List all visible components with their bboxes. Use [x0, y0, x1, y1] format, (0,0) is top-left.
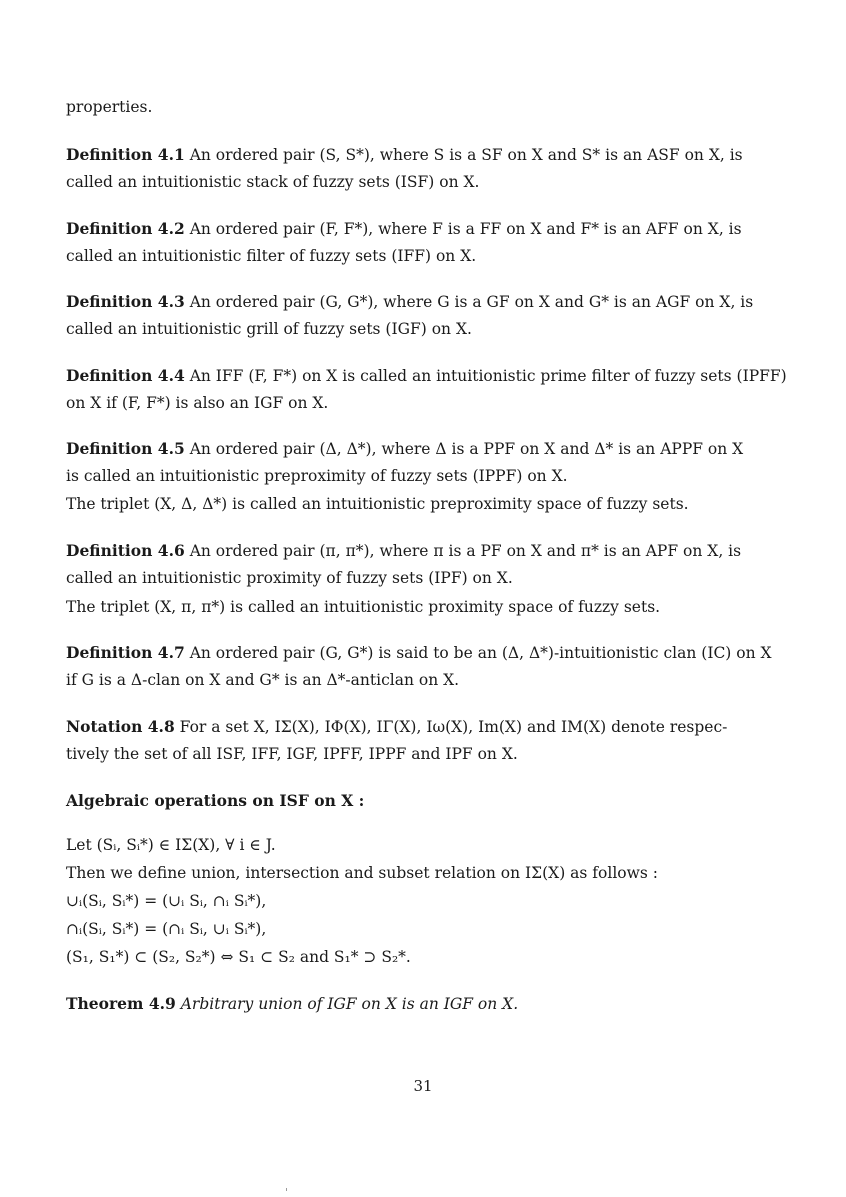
definition-label: Definition 4.6 — [66, 541, 185, 560]
definition-text: An ordered pair (G, G*) is said to be an (Δ, Δ*)-intuitionistic clan (IC) on X — [189, 644, 772, 662]
notation-label: Notation 4.8 — [66, 717, 175, 736]
definition-4-7-line-2: if G is a Δ-clan on X and G* is an Δ*-anticlan on X. — [66, 671, 460, 689]
scan-speck — [286, 1188, 287, 1191]
operation-line-1: Let (Sᵢ, Sᵢ*) ∈ IΣ(X), ∀ i ∈ J. — [66, 836, 276, 854]
page-number: 31 — [413, 1077, 433, 1095]
definition-label: Definition 4.1 — [66, 145, 185, 164]
definition-label: Definition 4.7 — [66, 643, 185, 662]
definition-4-3-line-2: called an intuitionistic grill of fuzzy sets (IGF) on X. — [66, 320, 472, 338]
definition-label: Definition 4.2 — [66, 219, 185, 238]
definition-4-1-line-1 — [66, 145, 743, 164]
definition-4-1-line-2: called an intuitionistic stack of fuzzy sets (ISF) on X. — [66, 173, 480, 191]
definition-4-4-line-1 — [66, 366, 787, 385]
definition-label: Definition 4.5 — [66, 439, 185, 458]
definition-4-7-line-1 — [66, 643, 772, 662]
definition-4-2-line-2: called an intuitionistic filter of fuzzy sets (IFF) on X. — [66, 247, 477, 265]
definition-text: An ordered pair (G, G*), where G is a GF on X and G* is an AGF on X, is — [189, 293, 754, 311]
notation-text: For a set X, IΣ(X), IΦ(X), IΓ(X), Iω(X), Im(X) and IM(X) denote respec- — [179, 718, 728, 736]
definition-label: Definition 4.4 — [66, 366, 185, 385]
definition-text: An ordered pair (π, π*), where π is a PF on X and π* is an APF on X, is — [189, 542, 742, 560]
definition-4-5-line-2: is called an intuitionistic preproximity of fuzzy sets (IPPF) on X. — [66, 467, 568, 485]
notation-4-8-line-1 — [66, 717, 727, 736]
intersection-formula: ∩ᵢ(Sᵢ, Sᵢ*) = (∩ᵢ Sᵢ, ∪ᵢ Sᵢ*), — [66, 920, 267, 938]
definition-4-6-line-1 — [66, 541, 741, 560]
union-formula: ∪ᵢ(Sᵢ, Sᵢ*) = (∪ᵢ Sᵢ, ∩ᵢ Sᵢ*), — [66, 892, 267, 910]
section-heading: Algebraic operations on ISF on X : — [66, 791, 365, 810]
text-line: properties. — [66, 98, 153, 116]
definition-4-6-line-2: called an intuitionistic proximity of fuzzy sets (IPF) on X. — [66, 569, 513, 587]
definition-4-3-line-1 — [66, 292, 753, 311]
definition-text: An ordered pair (F, F*), where F is a FF on X and F* is an AFF on X, is — [189, 220, 742, 238]
theorem-label: Theorem 4.9 — [66, 994, 176, 1013]
definition-4-4-line-2: on X if (F, F*) is also an IGF on X. — [66, 394, 329, 412]
notation-4-8-line-2: tively the set of all ISF, IFF, IGF, IPFF, IPPF and IPF on X. — [66, 745, 518, 763]
definition-text: An ordered pair (S, S*), where S is a SF on X and S* is an ASF on X, is — [189, 146, 743, 164]
subset-relation-formula: (S₁, S₁*) ⊂ (S₂, S₂*) ⇔ S₁ ⊂ S₂ and S₁* ⊃ S₂*. — [66, 948, 411, 966]
definition-text: An ordered pair (Δ, Δ*), where Δ is a PPF on X and Δ* is an APPF on X — [189, 440, 744, 458]
definition-text: An IFF (F, F*) on X is called an intuitionistic prime filter of fuzzy sets (IPFF) — [189, 367, 787, 385]
definition-4-2-line-1 — [66, 219, 742, 238]
operation-line-2: Then we define union, intersection and subset relation on IΣ(X) as follows : — [66, 864, 658, 882]
theorem-4-9 — [66, 994, 518, 1013]
definition-4-5-line-1 — [66, 439, 743, 458]
definition-4-6-line-3: The triplet (X, π, π*) is called an intuitionistic proximity space of fuzzy sets. — [66, 598, 661, 616]
theorem-text: Arbitrary union of IGF on X is an IGF on X. — [180, 995, 519, 1013]
definition-4-5-line-3: The triplet (X, Δ, Δ*) is called an intuitionistic preproximity space of fuzzy sets. — [66, 495, 689, 513]
definition-label: Definition 4.3 — [66, 292, 185, 311]
